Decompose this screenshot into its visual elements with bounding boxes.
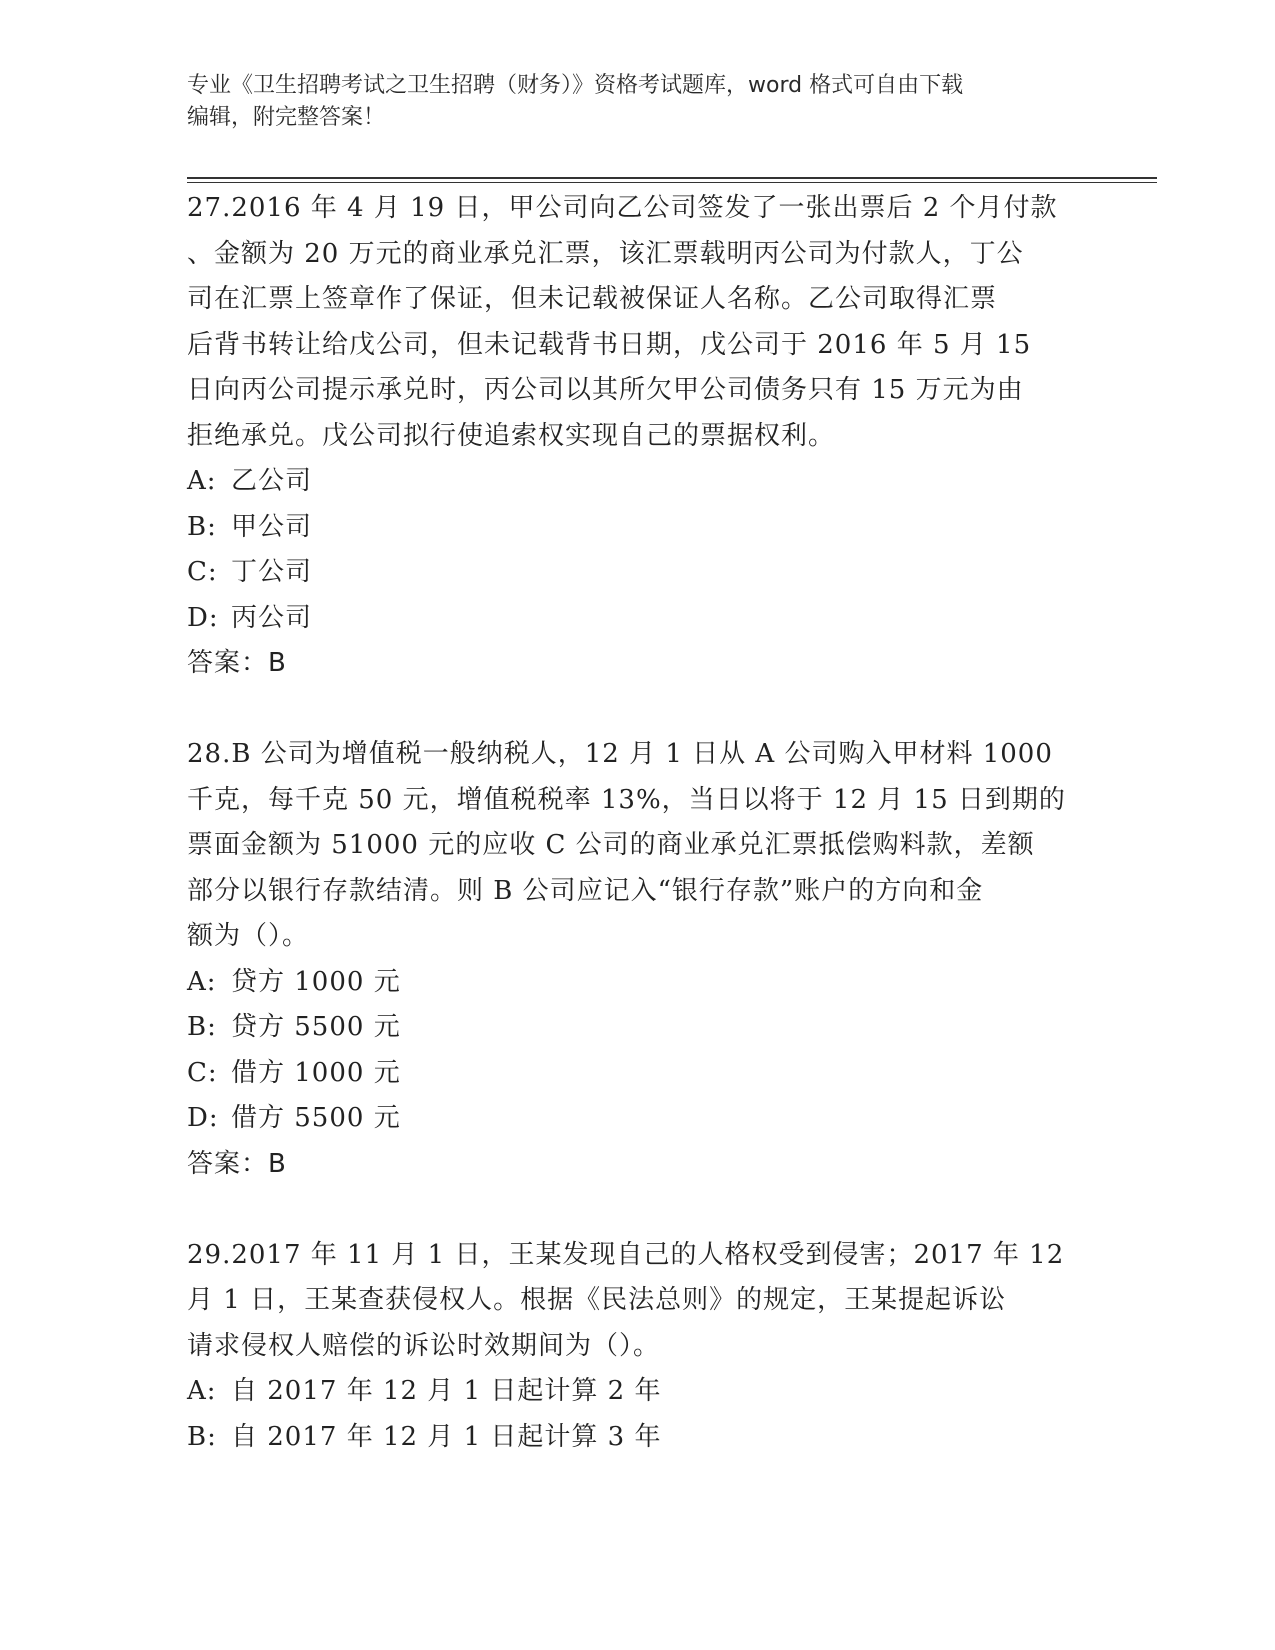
option-b [187,505,1087,551]
option-key: C: [187,1057,218,1088]
option-a [187,459,1087,505]
option-key: B: [187,1012,217,1042]
option-key: D: [187,1103,219,1133]
option-key: A: [187,466,217,496]
header-divider-thick [187,177,1157,179]
option-text: 丁公司 [231,557,313,587]
question-stem: 29.2017 年 11 月 1 日，王某发现自己的人格权受到侵害；2017 年 12 月 1 日，王某查获侵权人。根据《民法总则》的规定，王某提起诉讼 请求侵权人赔偿的诉讼时效期间为（）。 [187,1239,1065,1361]
option-text: 贷方 5500 元 [231,1012,401,1042]
question-stem: 27.2016 年 4 月 19 日，甲公司向乙公司签发了一张出票后 2 个月付款 、金额为 20 万元的商业承兑汇票，该汇票载明丙公司为付款人，丁公 司在汇票上签章作了保证，但未记载被保证人名称。乙公司取得汇票 后背书转让给戊公司，但未记载背书日期，戊公司于 2016 年 5 月 15 日向丙公司提示承兑时，丙公司以其所欠甲公司债务只有 15 万元为由 拒绝承兑。戊公司拟行使追索权实现自己的票据权利。 [187,193,1058,451]
option-text: 贷方 1000 元 [231,966,401,997]
header-line-2: 编辑，附完整答案！ [187,105,386,130]
option-text: 丙公司 [231,602,313,633]
option-key: C: [187,557,218,587]
option-d [187,596,1087,642]
question-27 [187,186,1087,687]
option-a [187,960,1087,1006]
option-c [187,550,1087,596]
option-key: D: [187,602,219,633]
option-b [187,1005,1087,1051]
question-28 [187,732,1087,1187]
header-line-1: 专业《卫生招聘考试之卫生招聘（财务）》资格考试题库，word 格式可自由下载 [187,73,964,98]
option-text: 借方 5500 元 [231,1103,401,1133]
question-spacer [187,1187,1087,1233]
question-spacer [187,687,1087,733]
option-text: 自 2017 年 12 月 1 日起计算 3 年 [231,1421,662,1452]
option-c [187,1051,1087,1097]
option-text: 借方 1000 元 [231,1057,401,1088]
header-divider-thin [187,182,1157,183]
document-header [187,70,1067,134]
question-stem: 28.B 公司为增值税一般纳税人，12 月 1 日从 A 公司购入甲材料 1000 千克，每千克 50 元，增值税税率 13%，当日以将于 12 月 15 日到期的 票面金额为 51000 元的应收 C 公司的商业承兑汇票抵偿购料款，差额 部分以银行存款结清。则 B 公司应记入“银行存款”账户的方向和金 额为（）。 [187,739,1066,951]
option-b [187,1415,1087,1461]
option-text: 甲公司 [231,511,313,542]
question-list [187,186,1087,1460]
option-text: 自 2017 年 12 月 1 日起计算 2 年 [231,1376,662,1406]
question-29 [187,1233,1087,1461]
option-key: B: [187,1421,217,1452]
option-key: B: [187,511,217,542]
answer-line: 答案：B [187,648,287,678]
answer-line: 答案：B [187,1148,287,1179]
option-a [187,1369,1087,1415]
option-key: A: [187,966,217,997]
option-text: 乙公司 [231,466,313,496]
option-key: A: [187,1376,217,1406]
option-d [187,1096,1087,1142]
